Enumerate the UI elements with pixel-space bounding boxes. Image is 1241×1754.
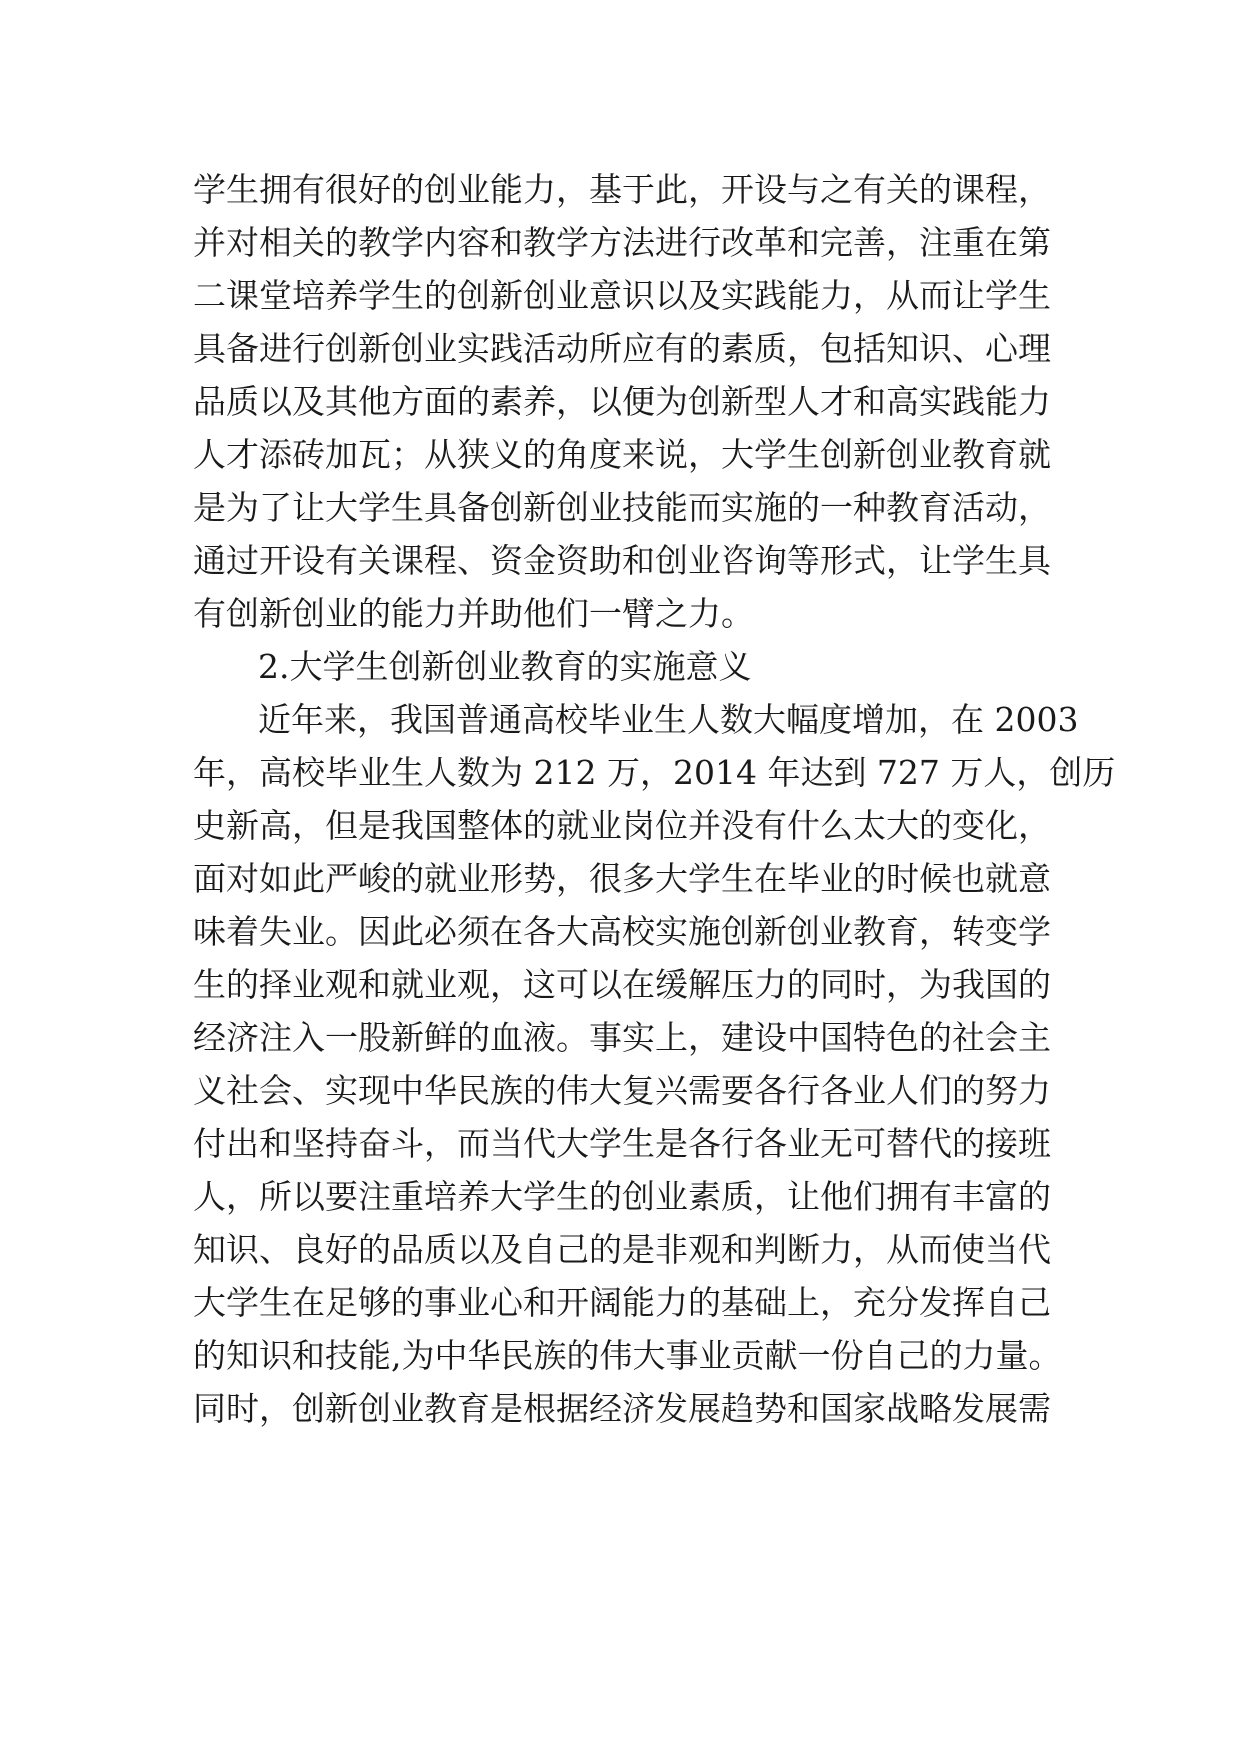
text-line: 同时，创新创业教育是根据经济发展趋势和国家战略发展需 [193, 1389, 1051, 1428]
text-line: 义社会、实现中华民族的伟大复兴需要各行各业人们的努力 [193, 1071, 1051, 1110]
text-line: 近年来，我国普通高校毕业生人数大幅度增加，在 2003 [258, 700, 1079, 739]
text-line: 经济注入一股新鲜的血液。事实上，建设中国特色的社会主 [193, 1018, 1051, 1057]
text-line: 大学生在足够的事业心和开阔能力的基础上，充分发挥自己 [193, 1283, 1051, 1322]
text-line: 生的择业观和就业观，这可以在缓解压力的同时，为我国的 [193, 965, 1051, 1004]
text-line: 面对如此严峻的就业形势，很多大学生在毕业的时候也就意 [193, 859, 1051, 898]
text-line: 人，所以要注重培养大学生的创业素质，让他们拥有丰富的 [193, 1177, 1051, 1216]
text-line: 品质以及其他方面的素养，以便为创新型人才和高实践能力 [193, 382, 1051, 421]
text-line: 年，高校毕业生人数为 212 万，2014 年达到 727 万人，创历 [193, 753, 1116, 792]
text-line: 人才添砖加瓦；从狭义的角度来说，大学生创新创业教育就 [193, 435, 1051, 474]
text-line: 付出和坚持奋斗，而当代大学生是各行各业无可替代的接班 [193, 1124, 1051, 1163]
text-line: 味着失业。因此必须在各大高校实施创新创业教育，转变学 [193, 912, 1051, 951]
text-line: 知识、良好的品质以及自己的是非观和判断力，从而使当代 [193, 1230, 1051, 1269]
section-heading: 2.大学生创新创业教育的实施意义 [258, 647, 752, 686]
text-line: 的知识和技能,为中华民族的伟大事业贡献一份自己的力量。 [193, 1336, 1062, 1375]
text-line: 史新高，但是我国整体的就业岗位并没有什么太大的变化， [193, 806, 1051, 845]
text-line: 是为了让大学生具备创新创业技能而实施的一种教育活动， [193, 488, 1051, 527]
text-line: 二课堂培养学生的创新创业意识以及实践能力，从而让学生 [193, 276, 1051, 315]
text-line: 具备进行创新创业实践活动所应有的素质，包括知识、心理 [193, 329, 1051, 368]
text-line: 并对相关的教学内容和教学方法进行改革和完善，注重在第 [193, 223, 1051, 262]
text-line: 通过开设有关课程、资金资助和创业咨询等形式，让学生具 [193, 541, 1051, 580]
text-line: 有创新创业的能力并助他们一臂之力。 [193, 594, 754, 633]
text-line: 学生拥有很好的创业能力，基于此，开设与之有关的课程， [193, 170, 1051, 209]
